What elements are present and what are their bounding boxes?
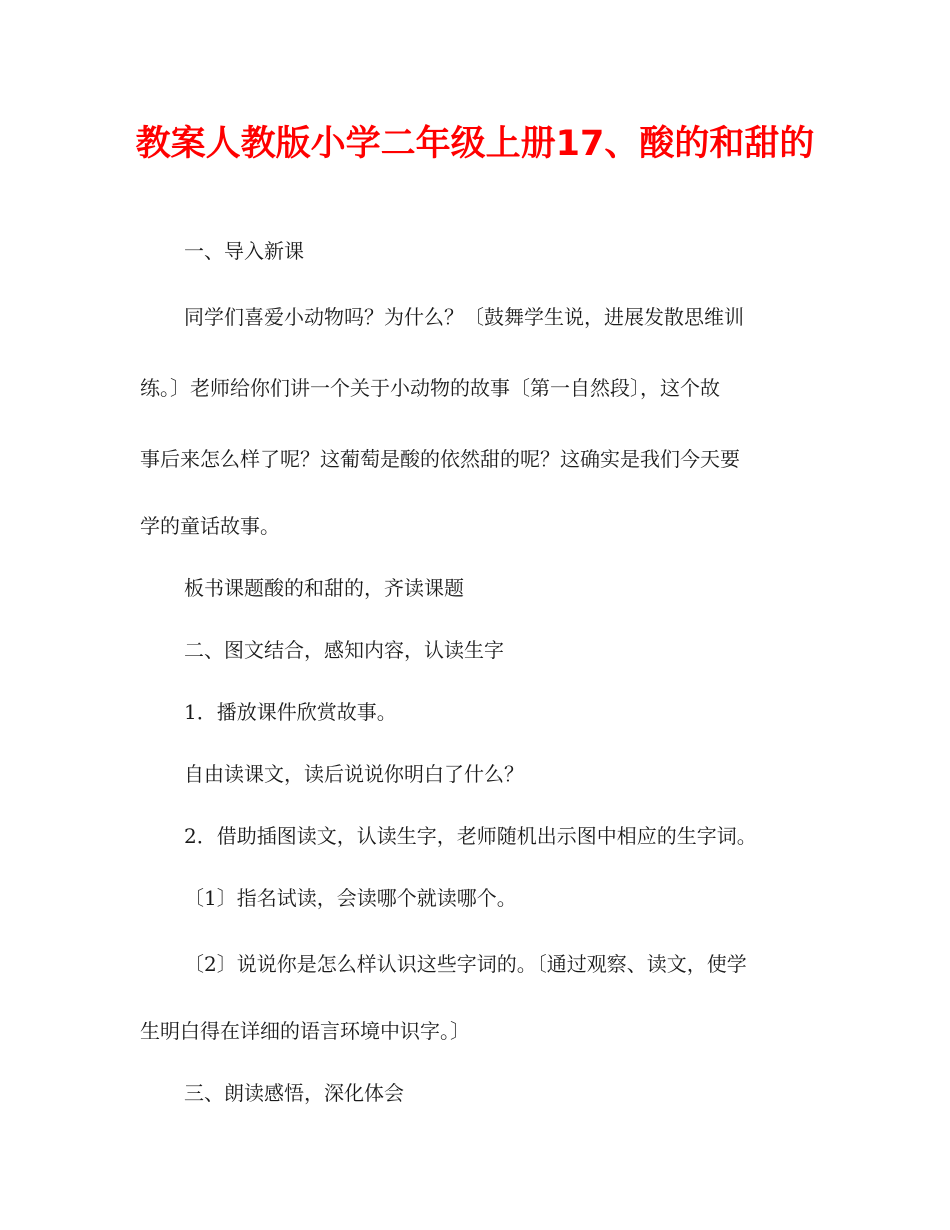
paragraph-line: 事后来怎么样了呢？这葡萄是酸的依然甜的呢？这确实是我们今天要: [140, 447, 740, 471]
section-heading: 一、导入新课: [184, 239, 304, 263]
list-item: 2．借助插图读文，认读生字，老师随机出示图中相应的生字词。: [184, 824, 757, 848]
paragraph-line: 生明白得在详细的语言环境中识字。〕: [140, 1019, 470, 1043]
section-heading: 二、图文结合，感知内容，认读生字: [184, 638, 504, 662]
paragraph-line: 同学们喜爱小动物吗？为什么？〔鼓舞学生说，进展发散思维训: [184, 305, 744, 329]
section-heading: 三、朗读感悟，深化体会: [184, 1081, 404, 1105]
paragraph-line: 学的童话故事。: [140, 514, 280, 538]
paragraph-line: 练。〕老师给你们讲一个关于小动物的故事〔第一自然段〕，这个故: [140, 376, 720, 400]
paragraph-line: 板书课题酸的和甜的，齐读课题: [184, 576, 464, 600]
paragraph-line: 自由读课文，读后说说你明白了什么？: [184, 762, 524, 786]
document-title: 教案人教版小学二年级上册17、酸的和甜的: [135, 124, 815, 164]
list-item: 〔2〕说说你是怎么样认识这些字词的。〔通过观察、读文，使学: [184, 952, 747, 976]
document-body: [140, 220, 810, 1124]
list-item: 1．播放课件欣赏故事。: [184, 700, 397, 724]
list-item: 〔1〕指名试读，会读哪个就读哪个。: [184, 886, 517, 910]
